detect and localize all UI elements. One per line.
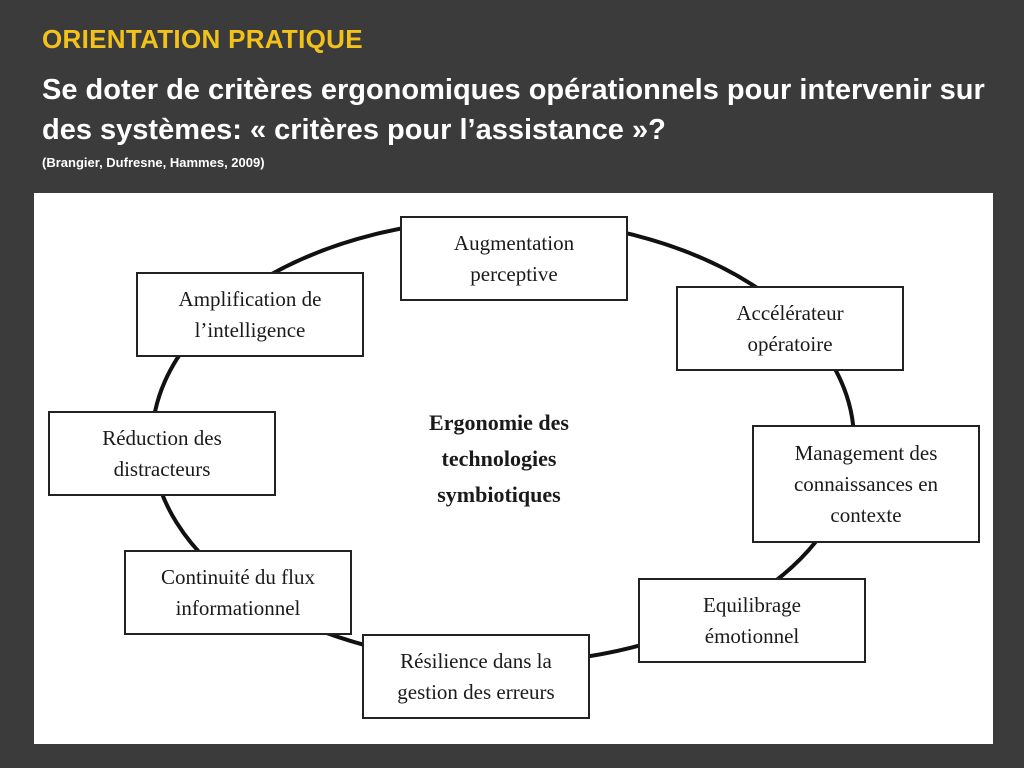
node-augmentation-perceptive: Augmentation perceptive <box>400 216 628 301</box>
node-accelerateur-operatoire: Accélérateur opératoire <box>676 286 904 371</box>
node-reduction-distracteurs: Réduction des distracteurs <box>48 411 276 496</box>
citation: (Brangier, Dufresne, Hammes, 2009) <box>42 155 265 170</box>
node-resilience-erreurs: Résilience dans la gestion des erreurs <box>362 634 590 719</box>
node-amplification-intelligence: Amplification de l’intelligence <box>136 272 364 357</box>
node-continuite-flux: Continuité du flux informationnel <box>124 550 352 635</box>
section-label: ORIENTATION PRATIQUE <box>42 24 363 54</box>
diagram-panel <box>34 193 993 744</box>
center-label: Ergonomie des technologies symbiotiques <box>429 410 569 507</box>
node-equilibrage-emotionnel: Equilibrage émotionnel <box>638 578 866 663</box>
slide-title: Se doter de critères ergonomiques opérationnels pour intervenir sur des systèmes: « critères pour l’assistance »? <box>42 74 985 146</box>
node-management-connaissances: Management des connaissances en contexte <box>752 425 980 543</box>
